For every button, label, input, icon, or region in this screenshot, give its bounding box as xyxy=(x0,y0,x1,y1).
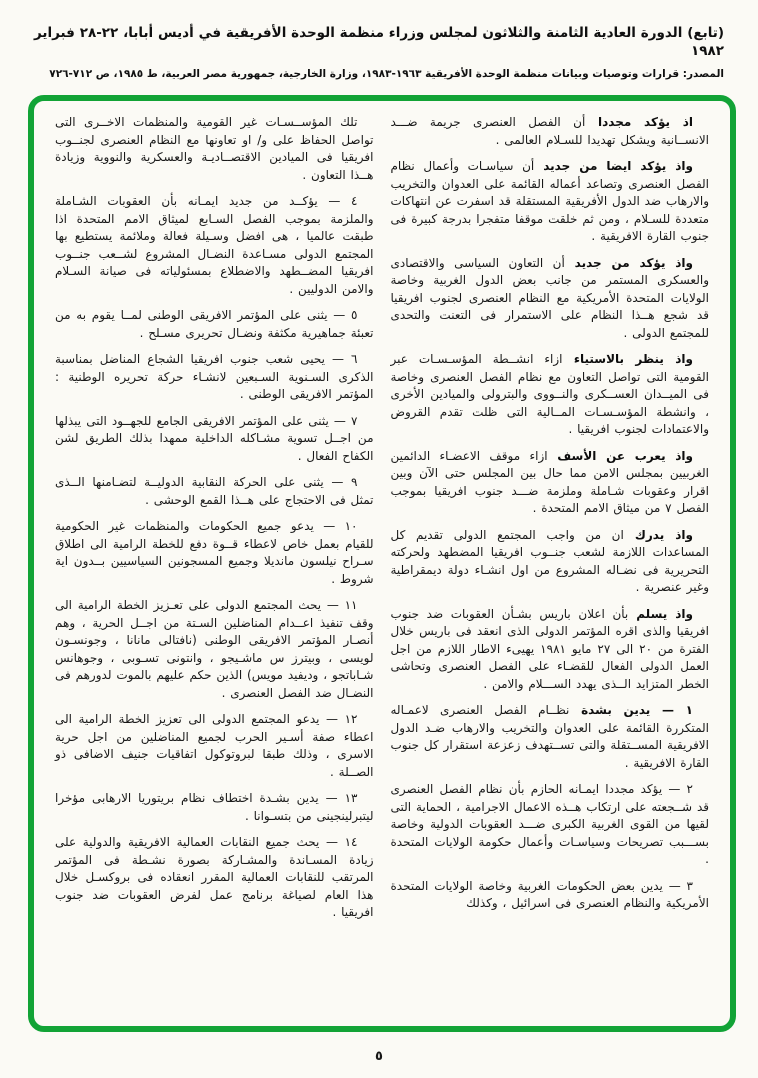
paragraph: واذ يدرك ان من واجب المجتمع الدولى تقديم كل المساعدات اللازمة لشعب جنــوب افريقيا المضطهد ولحركته التحريرية فى نضـاله المشروع من اول انشـاء دولة ديمقراطية وغير عنصرية . xyxy=(390,527,709,594)
paragraph: ١١ — يحث المجتمع الدولى على تعـزيز الخطة الرامية الى وقف تنفيذ اعــدام المناضلين السـتة من اجــل الحرية ، وهم أنصـار المؤتمر الافريقى الوطنى (نافتالى مانانا ، وجونسـون لويسى ، وبيترز س ماشـيجو ، وانتونى تسـوبى ، وجوهانس شـاباتجو ، وديفيد مويس) الذين حكم عليهم بالموت لدورهم فى النضـال ضد الفصل العنصرى . xyxy=(55,598,374,700)
paragraph: واذ يؤكد ايضا من جديد أن سياسـات وأعمال نظام الفصل العنصرى وتصاعد أعماله القائمة على العدوان والتخريب والارهاب ضد الدول الأفريقية المستقلة قد اسفرت عن انتهاكات متعددة للسـلام ، ومن ثم خلقت موقفا متفجرا بدرجة كبيرة فى جنوب القارة الافريقية . xyxy=(390,159,709,243)
paragraph-lead: اذ يؤكد مجددا xyxy=(585,115,693,129)
page-number: ٥ xyxy=(375,1049,383,1064)
paragraph: ٢ — يؤكد مجددا ايمـانه الحازم بأن نظام الفصل العنصرى قد شــجعته على ارتكاب هــذه الاعمال الاجرامية ، الحماية التى لقيها من القوى الغربية الكبرى ضـــد العقوبات الدولية وخاصة بســـبب تصريحات وسياسـات وأعمال حكومة الولايات المتحدة . xyxy=(390,782,709,866)
paragraph: ٣ — يدين بعض الحكومات الغربية وخاصة الولايات المتحدة الأمريكية والنظام العنصرى فى اسرائيل ، وكذلك xyxy=(390,878,709,910)
column-right xyxy=(391,114,710,1018)
paragraph: ٧ — يثنى على المؤتمر الافريقى الجامع للجهــود التى يبذلها من اجــل تسوية مشـاكله الداخلية ممهدا بذلك الطريق لشن الكفاح الفعال . xyxy=(55,413,374,463)
header-source-citation: المصدر: قرارات وتوصيات وبيانات منظمة الوحدة الأفريقية ١٩٦٣-١٩٨٣، وزارة الخارجية، جمهورية مصر العربية، ط ١٩٨٥، ص ٧١٢-٧٢٦ xyxy=(49,68,724,80)
paragraph-lead: واذ يسلم xyxy=(628,606,693,621)
paragraph: ٤ — يؤكــد من جديد ايمـانه بأن العقوبات الشـاملة والملزمة بموجب الفصل السـابع لميثاق الامم المتحدة اذا طبقت عالميا ، هى افضل وسـيلة فعالة وملائمة يستطيع بها المجتمع الدولى مسـاعدة النضـال المشروع لشــعب جنــوب افريقيا المضــطهد والاضطلاع بمسئولياته فى صيانة السـلام والامن الدوليين . xyxy=(55,194,374,296)
two-column-text-area xyxy=(34,101,730,1026)
paragraph-lead: ١ — يدين بشدة xyxy=(569,703,693,717)
paragraph-lead: واذ ينظر بالاستياء xyxy=(562,352,693,366)
paragraph: واذ يسلم بأن اعلان باريس بشـأن العقوبات ضد جنوب افريقيا والذى اقره المؤتمر الدولى الذى انعقد فى باريس خلال الفترة من ٢٠ الى ٢٧ مايو ١٩٨١ يهيىء الاطار اللازم من اجل العمل الدولى الفعال للقضـاء على الفصل العنصرى وتحاشى الخطر المتزايد الــذى يهدد الســـلام والامن . xyxy=(390,606,709,691)
header-session-title: (تابع) الدورة العادية الثامنة والثلاثون لمجلس وزراء منظمة الوحدة الأفريقية في أديس أبابا، ٢٢-٢٨ فبراير ١٩٨٢ xyxy=(34,25,725,59)
paragraph-lead: واذ يؤكد ايضا من جديد xyxy=(534,159,693,173)
paragraph: واذ يعرب عن الأسف ازاء موقف الاعضـاء الدائمين الغربيين بمجلس الامن مما حال بين المجلس حتى الآن وبين اقرار وعقوبات شـاملة وملزمة ضـــد جنوب افريقيا بموجب الفصل ٧ من ميثاق الامم المتحدة . xyxy=(390,448,709,515)
green-border-frame xyxy=(28,95,736,1032)
paragraph: ٩ — يثنى على الحركة النقابية الدوليــة لتضـامنها الــذى تمثل فى الاحتجاج على هــذا القمع الوحشى . xyxy=(55,475,374,507)
paragraph: ١٠ — يدعو جميع الحكومات والمنظمات غير الحكومية للقيام بعمل خاص لاعطاء قــوة دفع للخطة الرامية الى اطلاق سـراح نيلسون مانديلا وجميع المسجونين السياسيين بــدون اية شروط . xyxy=(55,519,374,586)
paragraph: ١٣ — يدين بشـدة اختطاف نظام بريتوريا الارهابى مؤخرا ليتبرلينجينى من بتسـوانا . xyxy=(55,791,374,823)
paragraph-lead: واذ يعرب عن الأسف xyxy=(547,448,693,463)
paragraph: تلك المؤســسـات غير القومية والمنظمات الاخــرى التى تواصل الحفاظ على و/ او تعاونها مع النظام العنصرى لجنــوب افريقيا فى الميادين الاقتصــاديـة والعسكرية والنووية وزيادة هــذا التعاون . xyxy=(55,115,374,182)
document-header xyxy=(34,24,724,82)
paragraph-lead: واذ يدرك xyxy=(623,527,693,542)
paragraph: واذ ينظر بالاستياء ازاء انشــطة المؤسـسـات عبر القومية التى تواصل التعاون مع نظام الفصل العنصرى وخاصة فى الميــدان العســكرى والنــووى والبترولى والميادين الأخرى ، وانشطة المؤسـسـات المــالية التى ظلت تقدم القروض والاعتمادات لجنوب افريقيا . xyxy=(390,352,709,436)
paragraph: ١٢ — يدعو المجتمع الدولى الى تعزيز الخطة الرامية الى اعطاء صفة أسـير الحرب لجميع المناضلين من اجل حرية الاسرى ، وذلك طبقا لبروتوكول اتفاقيات جنيف الاضافى ذو الصــلة . xyxy=(55,712,374,779)
paragraph-lead: واذ يؤكد من جديد xyxy=(564,255,693,270)
paragraph: ١ — يدين بشدة نظــام الفصل العنصرى لاعمـاله المتكررة القائمة على العدوان والتخريب والارهاب ضـد الدول الافريقية المســتقلة والتى تســتهدف زعزعة استقرار كل جنوب القارة الافريقية . xyxy=(390,703,709,770)
paragraph: واذ يؤكد من جديد أن التعاون السياسى والاقتصادى والعسكرى المستمر من جانب بعض الدول الغربية وخاصة الولايات المتحدة الأمريكية مع النظام العنصرى لجنوب افريقيا قد شجع هــذا النظام على الاستمرار فى التعنت والتحدى للمجتمع الدولى . xyxy=(390,255,709,340)
column-left xyxy=(55,114,374,1018)
paragraph: ٦ — يحيى شعب جنوب افريقيا الشجاع المناضل بمناسبة الذكرى السـنوية السـبعين لانشـاء حركة تحريره الوطنية : المؤتمر الافريقى الوطنى . xyxy=(55,352,374,401)
paragraph: ٥ — يثنى على المؤتمر الافريقى الوطنى لمــا يقوم به من تعبئة جماهيرية مكثفة ونضـال تحريرى مسـلح . xyxy=(55,308,374,340)
paragraph: اذ يؤكد مجددا أن الفصل العنصرى جريمة ضـــد الانســانية ويشكل تهديدا للسـلام العالمى . xyxy=(390,115,709,147)
paragraph: ١٤ — يحث جميع النقابات العمالية الافريقية والدولية على زيادة المسـاندة والمشـاركة بصورة نشـطة فى المؤتمر المرتقب للنقابات العمالية المقرر انعقاده فى بروكسـل خلال هذا العام لصياغة برنامج عمل لفرض العقوبات ضد جنوب افريقيا . xyxy=(55,835,374,919)
